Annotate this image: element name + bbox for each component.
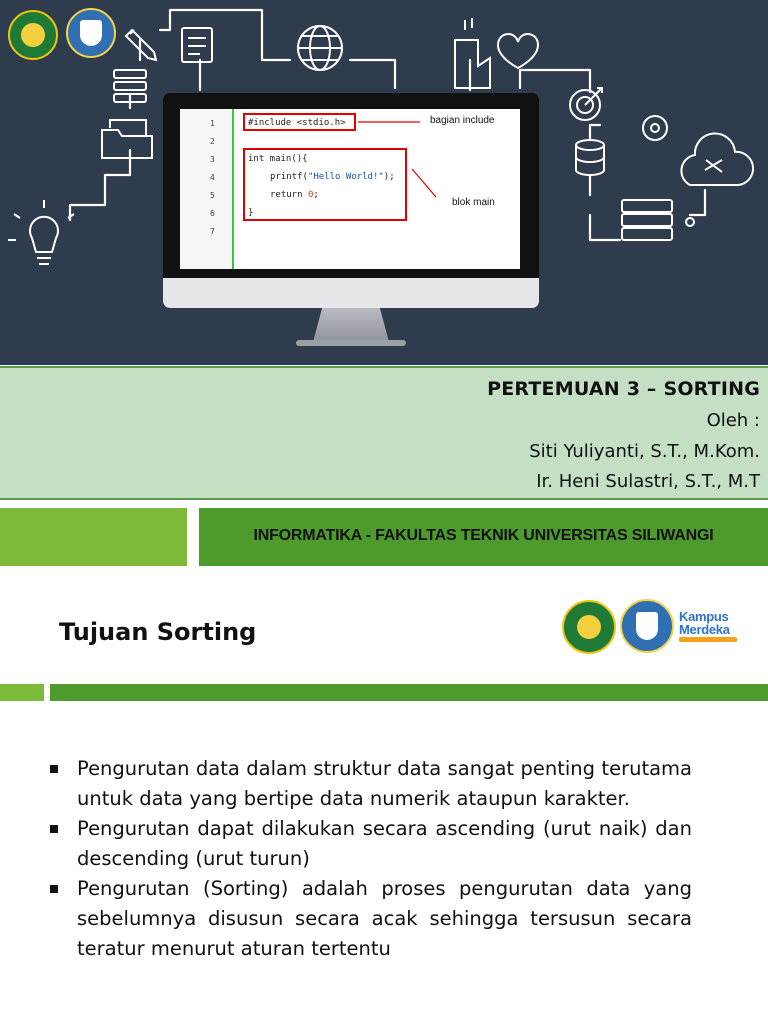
bullet-square-icon bbox=[50, 765, 58, 773]
line-number: 2 bbox=[210, 137, 215, 146]
kemendikbud-logo-icon bbox=[66, 8, 116, 58]
university-logo-icon bbox=[562, 600, 616, 654]
code-main-signature: int main(){ bbox=[248, 154, 308, 164]
author-1: Siti Yuliyanti, S.T., M.Kom. bbox=[529, 441, 760, 462]
author-2: Ir. Heni Sulastri, S.T., M.T bbox=[536, 471, 760, 492]
server-icon bbox=[622, 200, 694, 240]
cover-info-band bbox=[0, 366, 768, 500]
checklist-icon bbox=[182, 28, 212, 62]
monitor bbox=[163, 93, 539, 308]
title-divider-accent bbox=[0, 684, 44, 701]
code-close-brace: } bbox=[248, 208, 254, 218]
line-number: 1 bbox=[210, 119, 215, 128]
target-icon bbox=[570, 88, 602, 120]
kemendikbud-logo-icon bbox=[620, 599, 674, 653]
line-number: 7 bbox=[210, 227, 215, 236]
monitor-base bbox=[296, 340, 406, 346]
annotation-main: blok main bbox=[452, 197, 495, 208]
heart-icon bbox=[498, 34, 538, 68]
folder-icon bbox=[102, 120, 152, 158]
code-return: return 0; bbox=[270, 190, 319, 200]
annotation-lines bbox=[180, 109, 520, 269]
by-label: Oleh : bbox=[706, 410, 760, 431]
bullet-item bbox=[48, 754, 692, 814]
footer-institution: INFORMATIKA - FAKULTAS TEKNIK UNIVERSITAS SILIWANGI bbox=[253, 527, 714, 544]
annotation-include: bagian include bbox=[430, 115, 495, 126]
factory-icon bbox=[455, 18, 490, 88]
bullet-text: Pengurutan (Sorting) adalah proses pengurutan data yang sebelumnya disusun secara acak sehingga tersusun secara teratur menurut aturan tertentu bbox=[77, 877, 692, 960]
cover-hero bbox=[0, 0, 768, 365]
line-number: 3 bbox=[210, 155, 215, 164]
bulb-icon bbox=[8, 200, 74, 264]
university-logo-icon bbox=[8, 10, 58, 60]
monitor-chin bbox=[163, 278, 539, 308]
line-number: 6 bbox=[210, 209, 215, 218]
bullet-square-icon bbox=[50, 885, 58, 893]
footer-accent bbox=[0, 508, 187, 566]
cloud-tools-icon bbox=[681, 133, 753, 185]
monitor-stand bbox=[313, 308, 389, 342]
bullet-square-icon bbox=[50, 825, 58, 833]
code-printf: printf("Hello World!"); bbox=[270, 172, 395, 182]
title-divider bbox=[50, 684, 768, 701]
footer-bar bbox=[199, 508, 768, 566]
bullet-text: Pengurutan dapat dilakukan secara ascending (urut naik) dan descending (urut turun) bbox=[77, 817, 692, 870]
meeting-title: PERTEMUAN 3 – SORTING bbox=[487, 378, 760, 400]
kampus-merdeka-line1: Kampus bbox=[679, 609, 729, 624]
bullet-list bbox=[48, 754, 692, 964]
bullet-item bbox=[48, 814, 692, 874]
code-screen bbox=[180, 109, 520, 269]
line-number: 4 bbox=[210, 173, 215, 182]
line-number: 5 bbox=[210, 191, 215, 200]
network-icon bbox=[643, 116, 667, 140]
slide-title: Tujuan Sorting bbox=[59, 618, 257, 646]
database-icon bbox=[576, 140, 604, 175]
globe-icon bbox=[298, 26, 342, 70]
kampus-merdeka-logo bbox=[679, 610, 759, 650]
bullet-text: Pengurutan data dalam struktur data sangat penting terutama untuk data yang bertipe data numerik ataupun karakter. bbox=[77, 757, 692, 810]
code-include: #include <stdio.h> bbox=[248, 118, 346, 128]
bullet-item bbox=[48, 874, 692, 964]
kampus-merdeka-line2: Merdeka bbox=[679, 622, 730, 637]
kampus-merdeka-ribbon bbox=[679, 637, 737, 642]
